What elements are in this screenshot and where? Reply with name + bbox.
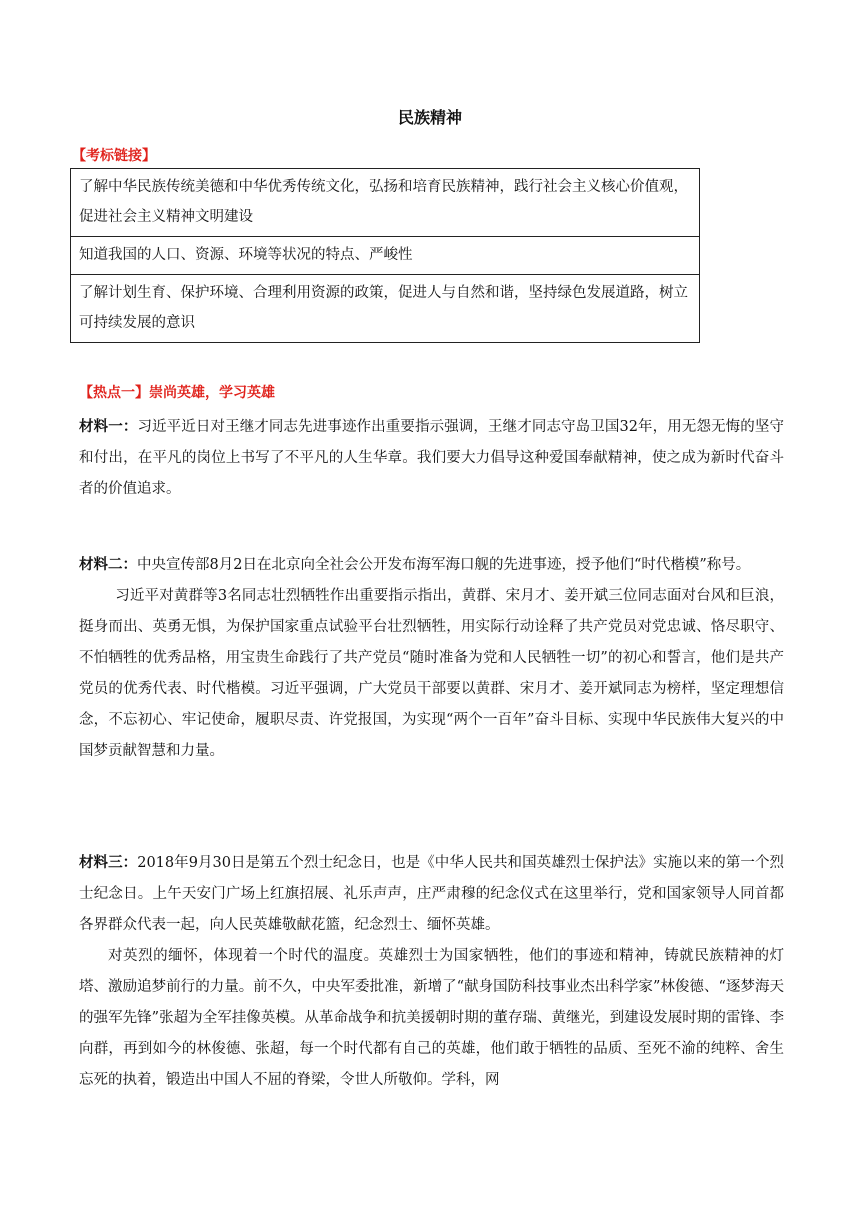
material-three-paragraph	[79, 848, 784, 941]
material-two-paragraph	[79, 550, 784, 581]
material-two-paragraph-2: 习近平对黄群等3名同志壮烈牺牲作出重要指示指出，黄群、宋月才、姜开斌三位同志面对台风和巨浪，挺身而出、英勇无惧，为保护国家重点试验平台壮烈牺牲，用实际行动诠释了共产党员对党忠诚、恪尽职守、不怕牺牲的优秀品格，用宝贵生命践行了共产党员“随时准备为党和人民牺牲一切”的初心和誓言，他们是共产党员的优秀代表、时代楷模。习近平强调，广大党员干部要以黄群、宋月才、姜开斌同志为榜样，坚定理想信念，不忘初心、牢记使命，履职尽责、许党报国，为实现“两个一百年”奋斗目标、实现中华民族伟大复兴的中国梦贡献智慧和力量。	[79, 588, 784, 759]
material-three-text: 2018年9月30日是第五个烈士纪念日，也是《中华人民共和国英雄烈士保护法》实施以来的第一个烈士纪念日。上午天安门广场上红旗招展、礼乐声声，庄严肃穆的纪念仪式在这里举行，党和国家领导人同首都各界群众代表一起，向人民英雄敬献花篮，纪念烈士、缅怀英雄。	[79, 855, 785, 933]
hotspot-heading: 【热点一】崇尚英雄，学习英雄	[79, 385, 275, 401]
kaobiao-label: 【考标链接】	[72, 148, 156, 164]
kaobiao-table	[70, 168, 700, 343]
material-one-label: 材料一：	[79, 419, 138, 435]
material-one-paragraph	[79, 412, 784, 505]
table-row	[71, 169, 700, 237]
material-three-label: 材料三：	[79, 855, 138, 871]
table-row	[71, 275, 700, 343]
material-one-text: 习近平近日对王继才同志先进事迹作出重要指示强调，王继才同志守岛卫国32年，用无怨无悔的坚守和付出，在平凡的岗位上书写了不平凡的人生华章。我们要大力倡导这种爱国奉献精神，使之成为新时代奋斗者的价值追求。	[79, 419, 785, 497]
material-two-text: 中央宣传部8月2日在北京向全社会公开发布海军海口舰的先进事迹，授予他们“时代楷模”称号。	[137, 557, 751, 573]
table-cell: 了解计划生育、保护环境、合理利用资源的政策，促进人与自然和谐，坚持绿色发展道路，树立可持续发展的意识	[71, 275, 700, 343]
page-title: 民族精神	[397, 108, 462, 127]
material-one	[79, 412, 784, 505]
material-two	[79, 550, 784, 767]
table-cell: 了解中华民族传统美德和中华优秀传统文化，弘扬和培育民族精神，践行社会主义核心价值观，促进社会主义精神文明建设	[71, 169, 700, 237]
material-three	[79, 848, 784, 1096]
table-cell: 知道我国的人口、资源、环境等状况的特点、严峻性	[71, 237, 700, 275]
material-three-paragraph-2: 对英烈的缅怀，体现着一个时代的温度。英雄烈士为国家牺牲，他们的事迹和精神，铸就民族精神的灯塔、激励追梦前行的力量。前不久，中央军委批准，新增了“献身国防科技事业杰出科学家”林俊德、“逐梦海天的强军先锋”张超为全军挂像英模。从革命战争和抗美援朝时期的董存瑞、黄继光，到建设发展时期的雷锋、李向群，再到如今的林俊德、张超，每一个时代都有自己的英雄，他们敢于牺牲的品质、至死不渝的纯粹、舍生忘死的执着，锻造出中国人不屈的脊梁，令世人所敬仰。学科，网	[79, 948, 784, 1088]
table-row	[71, 237, 700, 275]
material-two-label: 材料二：	[79, 557, 137, 573]
